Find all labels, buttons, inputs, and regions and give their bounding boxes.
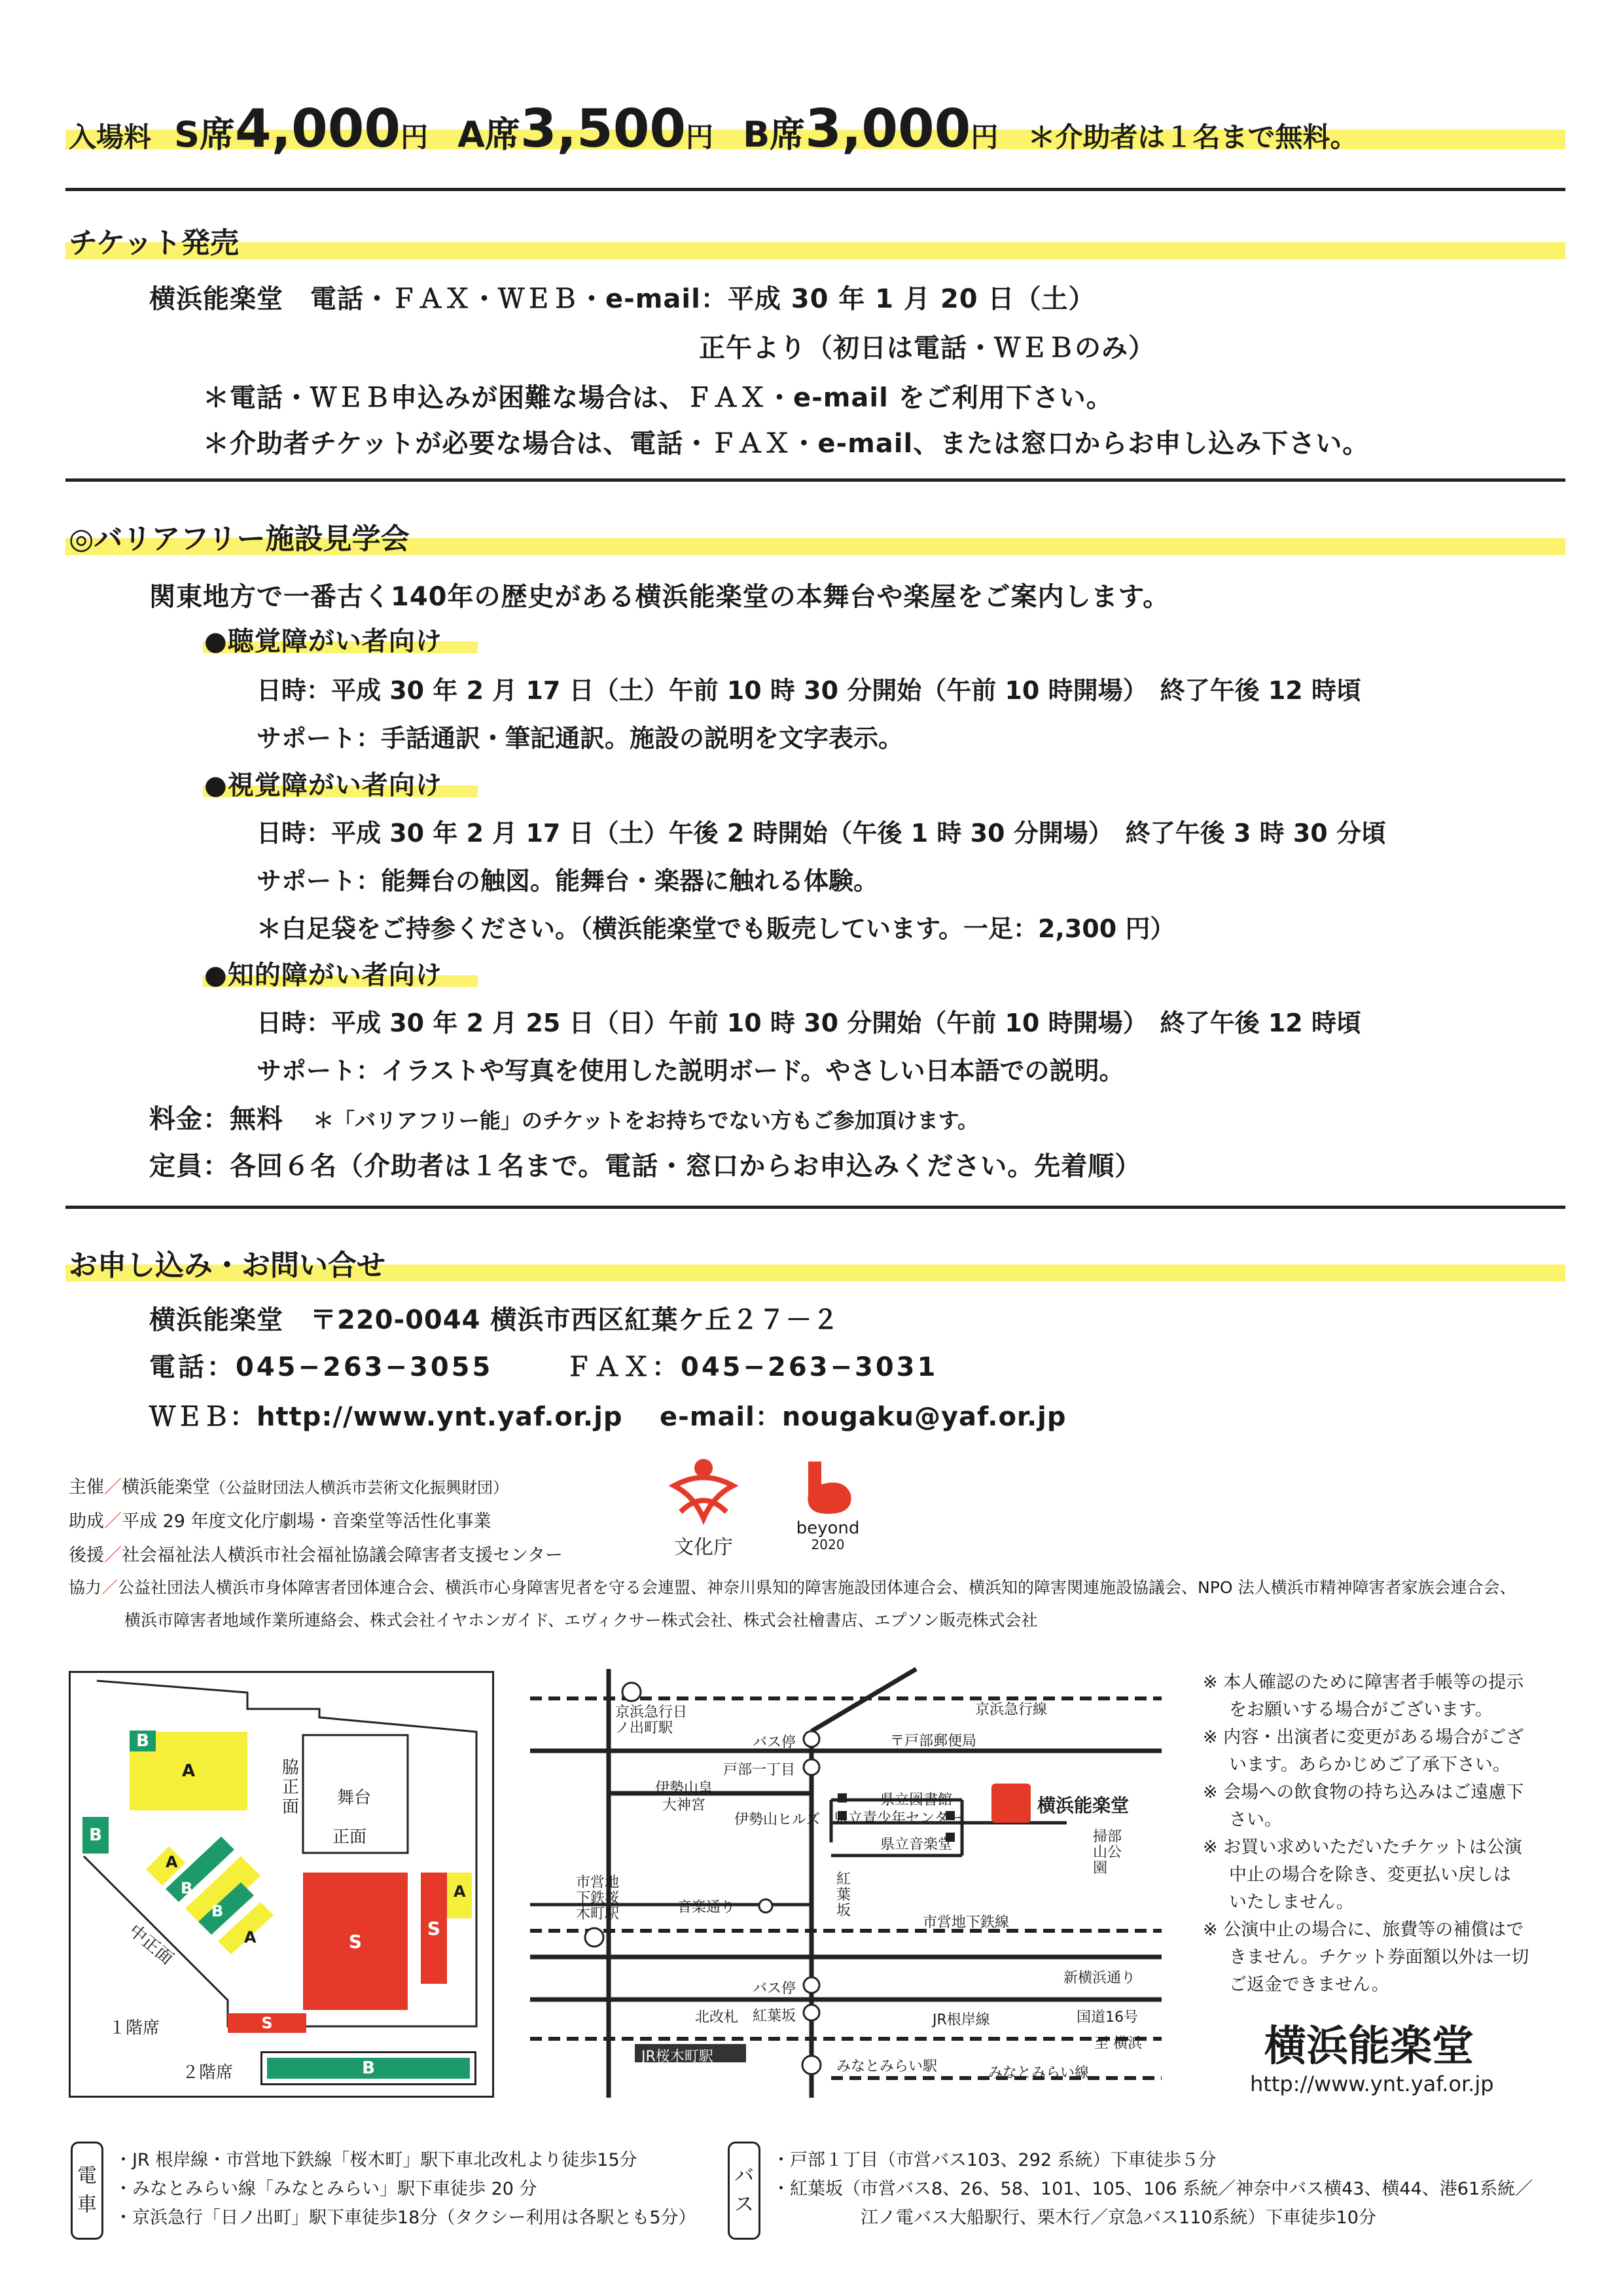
note-2b: います。あらかじめご了承下さい。 [1229, 1755, 1510, 1775]
credit-grant: 助成／平成 29 年度文化庁劇場・音楽堂等活性化事業 [69, 1511, 491, 1532]
price-b-value: 3,000 [805, 98, 971, 159]
bunkacho-logo-icon [661, 1456, 746, 1528]
beyond2020-logo-year: 2020 [811, 1537, 845, 1552]
map-subway-station: 市営地下鉄桜木町駅 [575, 1874, 619, 1922]
note-4b: 中止の場合を除き、変更払い戻しは [1229, 1865, 1511, 1885]
map-bus-stop-2: バス停 [753, 1981, 796, 1997]
map-hinode-station: 京浜急行日ノ出町駅 [615, 1704, 688, 1736]
tour-hearing-date: 日時：平成 30 年 2 月 17 日（土）午前 10 時 30 分開始（午前 10 時開場） 終了午後 12 時頃 [257, 676, 1361, 705]
train-3: ・京浜急行「日ノ出町」駅下車徒歩18分（タクシー利用は各駅とも5分） [115, 2208, 696, 2228]
credit-support-label: 後援 [69, 1545, 104, 1566]
seat-s-side [421, 1873, 447, 1984]
train-2: ・みなとみらい線「みなとみらい」駅下車徒歩 20 分 [115, 2179, 537, 2199]
tour-visual-title: ●視覚障がい者向け [204, 770, 442, 800]
bunkacho-logo-text: 文化庁 [674, 1536, 733, 1559]
price-note: ＊介助者は１名まで無料。 [1027, 121, 1358, 153]
seat-s-label: S [348, 1930, 363, 1952]
seat-map [69, 1671, 494, 2098]
ticket-note1: ＊電話・ＷＥＢ申込みが困難な場合は、ＦＡＸ・e-mail をご利用下さい。 [203, 383, 1113, 413]
seat-a-label: A [166, 1853, 178, 1871]
contact-tel: 電話：045−263−3055 [149, 1352, 493, 1382]
note-2a: ※ 内容・出演者に変更がある場合がござ [1203, 1727, 1524, 1748]
price-a-unit: 円 [686, 121, 714, 153]
credit-organizer: 主催／横浜能楽堂（公益財団法人横浜市芸術文化振興財団） [69, 1477, 508, 1498]
seat-b-floor2 [267, 2058, 470, 2079]
seat-a-label: A [182, 1761, 196, 1781]
map-kitakaisatsu: 北改札 [695, 2009, 739, 2026]
brand-logo: 横浜能楽堂 [1264, 2022, 1474, 2071]
price-s-label: S席 [174, 114, 236, 155]
price-s-unit: 円 [401, 121, 429, 153]
credit-coop-line1: 公益社団法人横浜市身体障害者団体連合会、横浜市心身障害児者を守る会連盟、神奈川県知的障害施設団体連合会、横浜知的障害関連施設協議会、NPO 法人横浜市精神障害者家族会連合会、 [118, 1578, 1516, 1597]
contact-fax: ＦＡＸ：045−263−3031 [565, 1352, 938, 1382]
map-music-hall: 県立音楽堂 [880, 1837, 953, 1853]
contact-heading: お申し込み・お問い合せ [69, 1249, 385, 1282]
credit-support-text: 社会福祉法人横浜市社会福祉協議会障害者支援センター [122, 1545, 563, 1566]
tour-heading: ◎バリアフリー施設見学会 [69, 522, 410, 556]
map-jr-line: JR根岸線 [933, 2012, 990, 2028]
tour-fee-label: 料金：無料 [149, 1104, 283, 1134]
ticket-line2: 正午より（初日は電話・ＷＥＢのみ） [699, 333, 1155, 363]
beyond2020-logo-icon [789, 1458, 867, 1517]
bus-label: バス [734, 2164, 754, 2216]
beyond2020-logo [789, 1458, 867, 1563]
seat-map-naka: 中正面 [124, 1920, 177, 1969]
tour-hearing-title: ●聴覚障がい者向け [204, 626, 442, 656]
credit-coop-label: 協力 [69, 1578, 102, 1597]
contact-web[interactable]: ＷＥＢ：http://www.ynt.yaf.or.jp [149, 1402, 623, 1432]
train-label-box [71, 2142, 103, 2240]
map-momijizaka: 紅葉坂 [836, 1871, 851, 1919]
map-mm-station: みなとみらい駅 [836, 2058, 938, 2075]
price-a-label: A席 [457, 114, 520, 155]
map-kamonyama: 掃部山公園 [1093, 1829, 1122, 1876]
credit-support: 後援／社会福祉法人横浜市社会福祉協議会障害者支援センター [69, 1545, 563, 1566]
map-jr-station: JR桜木町駅 [641, 2049, 713, 2065]
price-b-label: B席 [743, 114, 806, 155]
credit-coop: 協力／公益社団法人横浜市身体障害者団体連合会、横浜市心身障害児者を守る会連盟、神奈川県知的障害施設団体連合会、横浜知的障害関連施設協議会、NPO 法人横浜市精神障害者家族会連合会、 [69, 1578, 1516, 1597]
note-1a: ※ 本人確認のために障害者手帳等の提示 [1203, 1672, 1524, 1693]
tour-visual-support: サポート：能舞台の触図。能舞台・楽器に触れる体験。 [257, 867, 879, 895]
seat-b-label: B [181, 1879, 193, 1897]
divider [65, 188, 1565, 191]
tour-visual-note: ＊白足袋をご持参ください。（横浜能楽堂でも販売しています。一足：2,300 円） [257, 914, 1175, 943]
map-tobe-itchome: 戸部一丁目 [723, 1762, 796, 1778]
credit-grant-text: 平成 29 年度文化庁劇場・音楽堂等活性化事業 [122, 1511, 491, 1532]
bus-1: ・戸部１丁目（市営バス103、292 系統）下車徒歩５分 [772, 2150, 1217, 2170]
seat-map-floor1: １階席 [109, 2018, 160, 2038]
tour-intellectual-title-text: 知的障がい者向け [227, 960, 442, 990]
price-line [69, 98, 1357, 159]
train-label: 電車 [77, 2164, 97, 2216]
tour-hearing-support: サポート：手話通訳・筆記通訳。施設の説明を文字表示。 [257, 724, 904, 753]
seat-a-label: A [244, 1928, 257, 1946]
notes-block [1203, 1669, 1529, 1999]
tour-visual-title-text: 視覚障がい者向け [227, 770, 442, 800]
ticket-heading: チケット発売 [69, 226, 240, 260]
note-5a: ※ 公演中止の場合に、旅費等の補償はで [1203, 1920, 1524, 1940]
note-5c: ご返金できません。 [1229, 1975, 1389, 1995]
credit-organizer-name: 横浜能楽堂 [122, 1477, 210, 1498]
map-isezaki-hills: 伊勢山ヒルズ [734, 1812, 821, 1828]
map-mm-line: みなとみらい線 [988, 2065, 1090, 2081]
bus-label-box [728, 2142, 760, 2240]
tour-intro: 関東地方で一番古く140年の歴史がある横浜能楽堂の本舞台や楽屋をご案内します。 [149, 582, 1170, 612]
map-nougakudo: 横浜能楽堂 [1037, 1795, 1130, 1816]
ticket-line1: 横浜能楽堂 電話・ＦＡＸ・ＷＥＢ・e-mail：平成 30 年 1 月 20 日（土） [149, 284, 1096, 314]
credit-coop-line2: 横浜市障害者地域作業所連絡会、株式会社イヤホンガイド、エヴィクサー株式会社、株式会社檜書店、エプソン販売株式会社 [124, 1611, 1038, 1630]
price-label: 入場料 [69, 121, 152, 153]
seat-b-label: B [211, 1902, 224, 1920]
price-b-unit: 円 [971, 121, 999, 153]
seat-a-label: A [454, 1882, 466, 1901]
note-3a: ※ 会場への飲食物の持ち込みはご遠慮下 [1203, 1782, 1524, 1803]
map-shin-yokohama: 新横浜通り [1063, 1970, 1136, 1986]
tour-capacity: 定員：各回６名（介助者は１名まで。電話・窓口からお申込みください。先着順） [149, 1151, 1142, 1181]
beyond2020-logo-text: beyond [796, 1518, 860, 1538]
tour-fee-note: ＊「バリアフリー能」のチケットをお持ちでない方もご参加頂けます。 [313, 1108, 979, 1133]
access-map [524, 1666, 1168, 2101]
seat-map-waki: 脇正面 [282, 1758, 300, 1817]
contact-address: 横浜能楽堂 〒220-0044 横浜市西区紅葉ケ丘２７－２ [149, 1305, 840, 1335]
bus-3: 江ノ電バス大船駅行、栗木行／京急バス110系統）下車徒歩10分 [861, 2208, 1376, 2228]
price-s-value: 4,000 [235, 98, 401, 159]
note-4a: ※ お買い求めいただいたチケットは公演 [1203, 1837, 1522, 1857]
credit-organizer-note: （公益財団法人横浜市芸術文化振興財団） [210, 1479, 508, 1497]
map-bus-stop-1: バス停 [753, 1734, 796, 1751]
ticket-note2: ＊介助者チケットが必要な場合は、電話・ＦＡＸ・e-mail、または窓口からお申し込み下さい。 [203, 429, 1370, 459]
note-5b: きません。チケット券面額以外は一切 [1229, 1947, 1529, 1967]
map-tobe-post: 〒戸部郵便局 [890, 1733, 977, 1749]
bus-2: ・紅葉坂（市営バス8、26、58、101、105、106 系統／神奈中バス横43、横44、港61系統／ [772, 2179, 1533, 2199]
train-1: ・JR 根岸線・市営地下鉄線「桜木町」駅下車北改札より徒歩15分 [115, 2150, 637, 2170]
seat-s-main [303, 1873, 408, 2010]
contact-email[interactable]: e-mail：nougaku@yaf.or.jp [660, 1402, 1067, 1432]
note-4c: いたしません。 [1229, 1892, 1354, 1912]
divider [65, 478, 1565, 482]
map-route16: 国道16号 [1077, 2009, 1138, 2026]
price-a-value: 3,500 [520, 98, 687, 159]
seat-s-bottom [228, 2013, 306, 2033]
credit-grant-label: 助成 [69, 1511, 104, 1532]
brand-url[interactable]: http://www.ynt.yaf.or.jp [1250, 2072, 1494, 2096]
map-ongaku-dori: 音楽通り [677, 1899, 736, 1916]
tour-intellectual-title: ●知的障がい者向け [204, 960, 442, 990]
bunkacho-logo [661, 1456, 746, 1561]
seat-map-floor2: ２階席 [182, 2063, 234, 2083]
note-1b: をお願いする場合がございます。 [1229, 1700, 1493, 1720]
credit-organizer-label: 主催 [69, 1477, 104, 1498]
map-subway-line: 市営地下鉄線 [923, 1914, 1010, 1931]
seat-s-label: S [261, 2014, 273, 2032]
tour-hearing-title-text: 聴覚障がい者向け [227, 626, 442, 656]
map-to-yokohama: 至 横浜 [1094, 2036, 1142, 2052]
seat-b-label: B [136, 1731, 149, 1751]
divider [65, 1206, 1565, 1209]
tour-visual-date: 日時：平成 30 年 2 月 17 日（土）午後 2 時開始（午後 1 時 30 分開場） 終了午後 3 時 30 分頃 [257, 819, 1386, 848]
map-library: 県立図書館 [880, 1792, 953, 1808]
seat-map-stage: 舞台 [337, 1788, 372, 1808]
seat-s-label: S [427, 1917, 441, 1939]
tour-intellectual-date: 日時：平成 30 年 2 月 25 日（日）午前 10 時 30 分開始（午前 10 時開場） 終了午後 12 時頃 [257, 1009, 1361, 1037]
seat-b-label: B [362, 2058, 375, 2078]
seat-map-shomen: 正面 [332, 1827, 367, 1847]
map-youth-center: 県立青少年センター [834, 1810, 963, 1827]
section-highlight [65, 242, 1565, 259]
map-isezaki-shrine: 伊勢山皇大神宮 [654, 1780, 713, 1814]
tour-fee [149, 1098, 978, 1136]
map-momijizaka-stop: 紅葉坂 [753, 2008, 796, 2024]
map-keikyu-line: 京浜急行線 [975, 1702, 1048, 1718]
tour-intellectual-support: サポート：イラストや写真を使用した説明ボード。やさしい日本語での説明。 [257, 1056, 1124, 1085]
seat-b-label: B [89, 1825, 102, 1845]
note-3b: さい。 [1229, 1810, 1282, 1830]
